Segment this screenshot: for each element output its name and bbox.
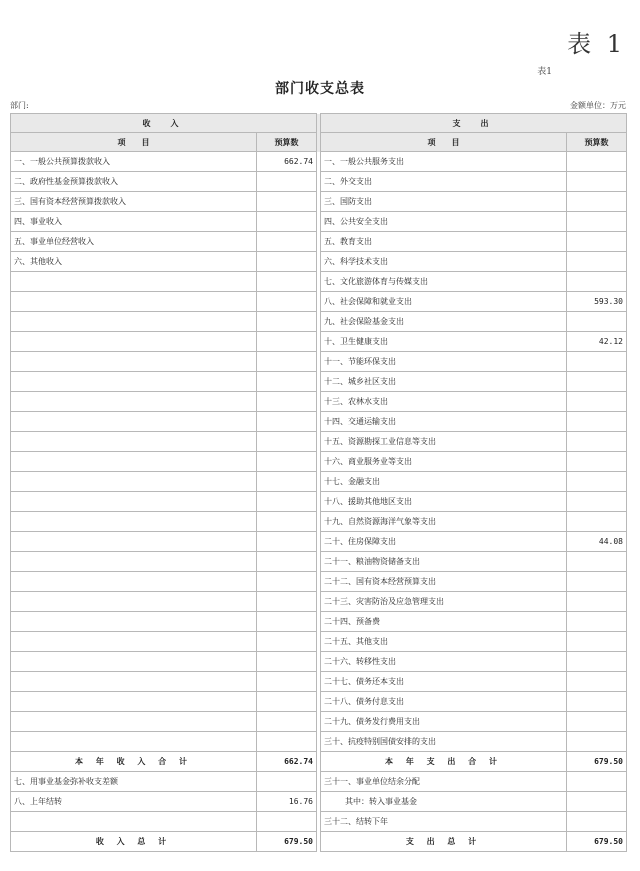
expense-item-cell: 十七、金融支出 [321,472,567,492]
expense-item-cell: 支 出 总 计 [321,832,567,852]
table-row [11,672,627,692]
income-item-cell [11,412,257,432]
expense-item-cell: 一、一般公共服务支出 [321,152,567,172]
expense-amount-cell [567,312,627,332]
income-amount-cell [257,472,317,492]
expense-amount-cell [567,572,627,592]
expense-amount-cell [567,412,627,432]
expense-amount-cell [567,732,627,752]
expense-item-cell: 二十九、债务发行费用支出 [321,712,567,732]
income-amount-cell [257,372,317,392]
expense-amount-cell [567,352,627,372]
expense-amount-cell [567,472,627,492]
expense-item-header: 项 目 [321,133,567,152]
table-row [11,232,627,252]
expense-amount-cell [567,772,627,792]
income-amount-cell: 662.74 [257,752,317,772]
expense-amount-cell [567,192,627,212]
income-amount-cell [257,812,317,832]
table-row [11,192,627,212]
expense-item-cell: 三十一、事业单位结余分配 [321,772,567,792]
table-row [11,472,627,492]
income-amount-cell [257,232,317,252]
income-amount-cell [257,252,317,272]
expense-item-cell: 三十、抗疫特别国债安排的支出 [321,732,567,752]
income-amount-cell [257,392,317,412]
expense-amount-cell [567,392,627,412]
table-row [11,492,627,512]
expense-amount-cell [567,512,627,532]
table-row [11,212,627,232]
income-amount-cell [257,532,317,552]
expense-item-cell: 十九、自然资源海洋气象等支出 [321,512,567,532]
income-item-cell [11,392,257,412]
department-label: 部门: [10,101,29,110]
expense-item-cell: 十一、节能环保支出 [321,352,567,372]
expense-item-cell: 二十三、灾害防治及应急管理支出 [321,592,567,612]
income-amount-cell [257,412,317,432]
expense-amount-cell [567,652,627,672]
income-item-cell: 二、政府性基金预算拨款收入 [11,172,257,192]
expense-item-cell: 八、社会保障和就业支出 [321,292,567,312]
table-row [11,732,627,752]
income-item-cell [11,592,257,612]
table-row [11,592,627,612]
expense-amount-cell [567,712,627,732]
expense-item-cell: 五、教育支出 [321,232,567,252]
expense-item-cell: 十八、援助其他地区支出 [321,492,567,512]
income-item-cell [11,472,257,492]
expense-amount-cell [567,172,627,192]
expense-item-cell: 十四、交通运输支出 [321,412,567,432]
expense-amount-cell [567,152,627,172]
expense-item-cell: 本 年 支 出 合 计 [321,752,567,772]
expense-amount-cell [567,592,627,612]
income-amount-cell: 16.76 [257,792,317,812]
income-amount-cell [257,272,317,292]
income-item-cell [11,512,257,532]
table-row [11,332,627,352]
expense-header: 支 出 [321,114,627,133]
income-item-cell [11,372,257,392]
expense-amount-cell [567,252,627,272]
expense-item-cell: 二十、住房保障支出 [321,532,567,552]
income-amount-cell [257,712,317,732]
income-item-cell [11,572,257,592]
income-item-cell [11,332,257,352]
income-item-cell [11,692,257,712]
income-amount-cell [257,452,317,472]
budget-table [10,113,627,852]
income-amount-cell [257,732,317,752]
expense-item-cell: 十、卫生健康支出 [321,332,567,352]
page-title: 部门收支总表 [275,81,365,97]
table-row [11,812,627,832]
table-tag: 表1 [537,67,552,77]
table-row [11,372,627,392]
table-row [11,652,627,672]
income-amount-cell: 679.50 [257,832,317,852]
income-item-cell: 七、用事业基金弥补收支差额 [11,772,257,792]
year-total-row [11,752,627,772]
income-item-cell [11,272,257,292]
income-amount-cell [257,292,317,312]
income-amount-cell [257,432,317,452]
expense-item-cell: 四、公共安全支出 [321,212,567,232]
expense-amount-cell [567,552,627,572]
income-amount-cell [257,492,317,512]
table-row [11,532,627,552]
income-amount-cell [257,572,317,592]
table-row [11,632,627,652]
income-item-cell [11,612,257,632]
table-row [11,552,627,572]
expense-item-cell: 二十六、转移性支出 [321,652,567,672]
table-row [11,512,627,532]
expense-amount-cell [567,432,627,452]
expense-amount-cell [567,212,627,232]
expense-amount-cell [567,612,627,632]
table-row [11,432,627,452]
expense-item-cell: 二十二、国有资本经营预算支出 [321,572,567,592]
expense-item-cell: 其中：转入事业基金 [321,792,567,812]
expense-item-cell: 二十七、债务还本支出 [321,672,567,692]
income-amount-cell [257,192,317,212]
expense-item-cell: 二十一、粮油物资储备支出 [321,552,567,572]
expense-amount-cell [567,272,627,292]
expense-item-cell: 九、社会保险基金支出 [321,312,567,332]
expense-amount-cell: 44.08 [567,532,627,552]
table-row [11,312,627,332]
income-amount-cell [257,172,317,192]
expense-amount-cell: 593.30 [567,292,627,312]
income-item-cell [11,432,257,452]
income-item-cell: 八、上年结转 [11,792,257,812]
table-row [11,692,627,712]
income-amount-cell [257,352,317,372]
expense-amount-cell [567,692,627,712]
expense-item-cell: 二十四、预备费 [321,612,567,632]
expense-item-cell: 二十八、债务付息支出 [321,692,567,712]
income-amount-cell [257,612,317,632]
expense-item-cell: 六、科学技术支出 [321,252,567,272]
income-amount-cell [257,672,317,692]
income-header: 收 入 [11,114,317,133]
table-row [11,452,627,472]
income-amount-cell [257,692,317,712]
income-item-header: 项 目 [11,133,257,152]
table-row [11,352,627,372]
income-amount-cell [257,652,317,672]
income-item-cell: 四、事业收入 [11,212,257,232]
expense-amount-cell [567,372,627,392]
expense-budget-header: 预算数 [567,133,627,152]
income-item-cell [11,312,257,332]
income-item-cell: 收 入 总 计 [11,832,257,852]
income-amount-cell [257,312,317,332]
expense-amount-cell [567,672,627,692]
expense-amount-cell [567,492,627,512]
income-item-cell [11,352,257,372]
expense-amount-cell [567,232,627,252]
income-item-cell: 六、其他收入 [11,252,257,272]
section-header-row [11,114,627,133]
income-amount-cell [257,552,317,572]
expense-item-cell: 二十五、其他支出 [321,632,567,652]
income-item-cell [11,452,257,472]
table-number-label: 表 1 [567,30,626,58]
expense-amount-cell [567,452,627,472]
table-row [11,272,627,292]
income-item-cell [11,732,257,752]
income-amount-cell [257,632,317,652]
income-amount-cell: 662.74 [257,152,317,172]
income-item-cell [11,532,257,552]
table-row [11,772,627,792]
income-item-cell: 五、事业单位经营收入 [11,232,257,252]
unit-label: 金额单位：万元 [570,101,626,110]
expense-item-cell: 十六、商业服务业等支出 [321,452,567,472]
income-item-cell [11,712,257,732]
table-row [11,412,627,432]
expense-amount-cell: 679.50 [567,832,627,852]
grand-total-row [11,832,627,852]
expense-amount-cell [567,792,627,812]
income-amount-cell [257,592,317,612]
expense-item-cell: 三十二、结转下年 [321,812,567,832]
table-row [11,712,627,732]
expense-item-cell: 七、文化旅游体育与传媒支出 [321,272,567,292]
table-row [11,252,627,272]
income-item-cell: 本 年 收 入 合 计 [11,752,257,772]
expense-item-cell: 二、外交支出 [321,172,567,192]
expense-item-cell: 十五、资源勘探工业信息等支出 [321,432,567,452]
income-amount-cell [257,512,317,532]
income-item-cell: 三、国有资本经营预算拨款收入 [11,192,257,212]
income-item-cell [11,292,257,312]
expense-amount-cell [567,812,627,832]
table-row [11,152,627,172]
column-header-row [11,133,627,152]
income-amount-cell [257,332,317,352]
table-row [11,612,627,632]
income-item-cell [11,492,257,512]
income-budget-header: 预算数 [257,133,317,152]
income-item-cell [11,552,257,572]
expense-amount-cell [567,632,627,652]
income-item-cell [11,652,257,672]
expense-amount-cell: 42.12 [567,332,627,352]
expense-item-cell: 三、国防支出 [321,192,567,212]
income-item-cell: 一、一般公共预算拨款收入 [11,152,257,172]
income-item-cell [11,672,257,692]
expense-amount-cell: 679.50 [567,752,627,772]
table-row [11,172,627,192]
income-amount-cell [257,772,317,792]
expense-item-cell: 十二、城乡社区支出 [321,372,567,392]
income-amount-cell [257,212,317,232]
table-row [11,292,627,312]
table-row [11,572,627,592]
income-item-cell [11,632,257,652]
expense-item-cell: 十三、农林水支出 [321,392,567,412]
table-row [11,392,627,412]
income-item-cell [11,812,257,832]
table-row [11,792,627,812]
